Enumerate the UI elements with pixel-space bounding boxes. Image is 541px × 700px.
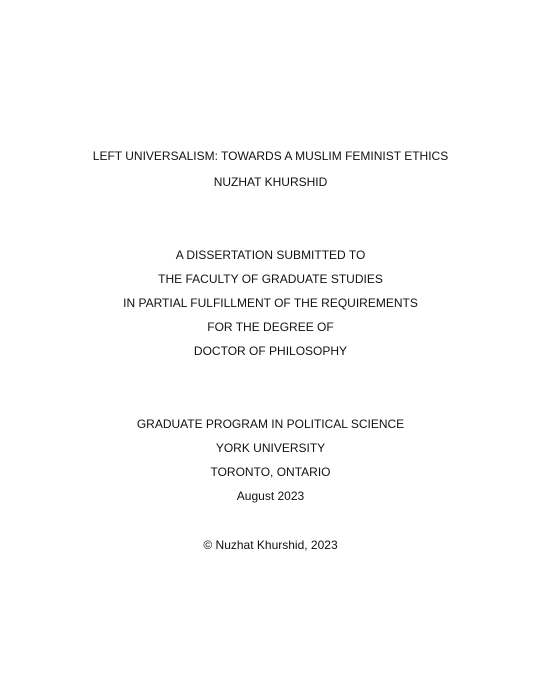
submission-line: A DISSERTATION SUBMITTED TO	[175, 248, 366, 262]
author-name: NUZHAT KHURSHID	[213, 175, 328, 189]
location: TORONTO, ONTARIO	[210, 465, 331, 479]
degree-name: DOCTOR OF PHILOSOPHY	[193, 344, 348, 358]
copyright-notice: © Nuzhat Khurshid, 2023	[203, 538, 338, 552]
program-name: GRADUATE PROGRAM IN POLITICAL SCIENCE	[136, 417, 405, 431]
date: August 2023	[236, 489, 305, 503]
submission-line: IN PARTIAL FULFILLMENT OF THE REQUIREMENTS	[123, 296, 418, 310]
submission-line: THE FACULTY OF GRADUATE STUDIES	[158, 272, 383, 286]
university-name: YORK UNIVERSITY	[215, 441, 326, 455]
submission-line: FOR THE DEGREE OF	[207, 320, 334, 334]
dissertation-title: LEFT UNIVERSALISM: TOWARDS A MUSLIM FEMINIST ETHICS	[92, 149, 449, 163]
